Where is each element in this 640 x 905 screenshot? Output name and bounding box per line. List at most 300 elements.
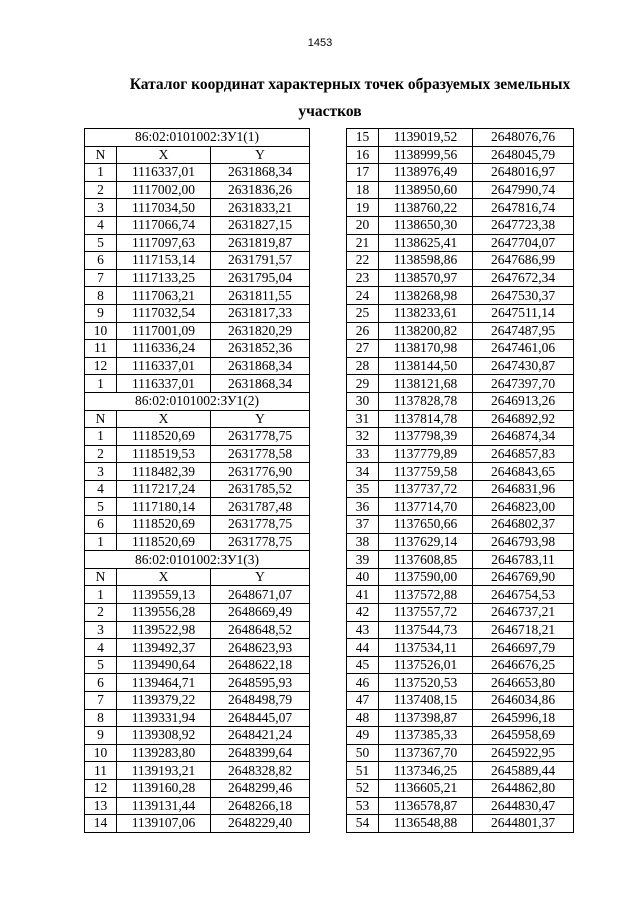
point-number-cell: 6	[85, 674, 117, 692]
point-number-cell: 39	[347, 551, 379, 569]
point-number-cell: 41	[347, 586, 379, 604]
x-coordinate-cell: 1138570,97	[379, 269, 473, 287]
x-coordinate-cell: 1138233,61	[379, 304, 473, 322]
y-coordinate-cell: 2646874,34	[473, 428, 574, 446]
y-coordinate-cell: 2646718,21	[473, 621, 574, 639]
x-coordinate-cell: 1117034,50	[117, 199, 211, 217]
table-row	[347, 568, 574, 586]
x-coordinate-cell: 1117001,09	[117, 322, 211, 340]
point-number-cell: 35	[347, 480, 379, 498]
table-row	[85, 304, 310, 322]
point-number-cell: 12	[85, 779, 117, 797]
table-row	[347, 252, 574, 270]
point-number-cell: 44	[347, 639, 379, 657]
column-header-cell: X	[117, 146, 211, 164]
y-coordinate-cell: 2644862,80	[473, 779, 574, 797]
x-coordinate-cell: 1139492,37	[117, 639, 211, 657]
point-number-cell: 46	[347, 674, 379, 692]
y-coordinate-cell: 2648421,24	[211, 727, 310, 745]
point-number-cell: 2	[85, 445, 117, 463]
y-coordinate-cell: 2645889,44	[473, 762, 574, 780]
point-number-cell: 10	[85, 744, 117, 762]
point-number-cell: 8	[85, 287, 117, 305]
point-number-cell: 27	[347, 340, 379, 358]
point-number-cell: 36	[347, 498, 379, 516]
table-row	[85, 269, 310, 287]
x-coordinate-cell: 1137714,70	[379, 498, 473, 516]
column-header-cell: Y	[211, 410, 310, 428]
x-coordinate-cell: 1137814,78	[379, 410, 473, 428]
y-coordinate-cell: 2631820,29	[211, 322, 310, 340]
table-row	[347, 340, 574, 358]
x-coordinate-cell: 1138760,22	[379, 199, 473, 217]
table-header-row	[85, 146, 310, 164]
parcel-section-row	[85, 129, 310, 147]
coordinates-table-right	[346, 128, 574, 833]
table-row	[347, 304, 574, 322]
table-row	[85, 604, 310, 622]
table-row	[85, 287, 310, 305]
table-row	[85, 445, 310, 463]
x-coordinate-cell: 1138144,50	[379, 357, 473, 375]
table-row	[347, 181, 574, 199]
point-number-cell: 12	[85, 357, 117, 375]
point-number-cell: 24	[347, 287, 379, 305]
y-coordinate-cell: 2648669,49	[211, 604, 310, 622]
point-number-cell: 1	[85, 164, 117, 182]
y-coordinate-cell: 2631778,75	[211, 516, 310, 534]
table-header-row	[85, 410, 310, 428]
y-coordinate-cell: 2647686,99	[473, 252, 574, 270]
y-coordinate-cell: 2648623,93	[211, 639, 310, 657]
table-row	[347, 146, 574, 164]
x-coordinate-cell: 1137629,14	[379, 533, 473, 551]
y-coordinate-cell: 2631836,26	[211, 181, 310, 199]
point-number-cell: 47	[347, 692, 379, 710]
point-number-cell: 32	[347, 428, 379, 446]
table-row	[347, 234, 574, 252]
y-coordinate-cell: 2648016,97	[473, 164, 574, 182]
parcel-id-cell: 86:02:0101002:ЗУ1(3)	[85, 551, 310, 569]
point-number-cell: 11	[85, 340, 117, 358]
table-row	[85, 639, 310, 657]
point-number-cell: 5	[85, 498, 117, 516]
x-coordinate-cell: 1118519,53	[117, 445, 211, 463]
table-row	[85, 463, 310, 481]
y-coordinate-cell: 2646843,65	[473, 463, 574, 481]
table-row	[85, 480, 310, 498]
table-row	[347, 639, 574, 657]
point-number-cell: 3	[85, 621, 117, 639]
point-number-cell: 9	[85, 727, 117, 745]
table-row	[347, 674, 574, 692]
point-number-cell: 21	[347, 234, 379, 252]
point-number-cell: 6	[85, 252, 117, 270]
y-coordinate-cell: 2648498,79	[211, 692, 310, 710]
y-coordinate-cell: 2631787,48	[211, 498, 310, 516]
point-number-cell: 43	[347, 621, 379, 639]
table-row	[85, 234, 310, 252]
table-row	[85, 586, 310, 604]
table-row	[347, 656, 574, 674]
y-coordinate-cell: 2646737,21	[473, 604, 574, 622]
x-coordinate-cell: 1139193,21	[117, 762, 211, 780]
point-number-cell: 13	[85, 797, 117, 815]
y-coordinate-cell: 2631778,58	[211, 445, 310, 463]
y-coordinate-cell: 2631833,21	[211, 199, 310, 217]
y-coordinate-cell: 2646697,79	[473, 639, 574, 657]
table-row	[347, 269, 574, 287]
table-row	[85, 656, 310, 674]
table-row	[85, 516, 310, 534]
point-number-cell: 16	[347, 146, 379, 164]
x-coordinate-cell: 1138598,86	[379, 252, 473, 270]
x-coordinate-cell: 1138200,82	[379, 322, 473, 340]
x-coordinate-cell: 1137828,78	[379, 392, 473, 410]
y-coordinate-cell: 2648595,93	[211, 674, 310, 692]
point-number-cell: 22	[347, 252, 379, 270]
coordinates-table-left	[84, 128, 310, 833]
y-coordinate-cell: 2647397,70	[473, 375, 574, 393]
x-coordinate-cell: 1139556,28	[117, 604, 211, 622]
x-coordinate-cell: 1117002,00	[117, 181, 211, 199]
y-coordinate-cell: 2646034,86	[473, 692, 574, 710]
point-number-cell: 3	[85, 199, 117, 217]
y-coordinate-cell: 2648076,76	[473, 129, 574, 147]
x-coordinate-cell: 1139464,71	[117, 674, 211, 692]
x-coordinate-cell: 1137557,72	[379, 604, 473, 622]
y-coordinate-cell: 2648299,46	[211, 779, 310, 797]
x-coordinate-cell: 1117097,63	[117, 234, 211, 252]
y-coordinate-cell: 2647461,06	[473, 340, 574, 358]
table-row	[85, 428, 310, 446]
x-coordinate-cell: 1137759,58	[379, 463, 473, 481]
point-number-cell: 25	[347, 304, 379, 322]
y-coordinate-cell: 2631791,57	[211, 252, 310, 270]
point-number-cell: 34	[347, 463, 379, 481]
point-number-cell: 52	[347, 779, 379, 797]
point-number-cell: 1	[85, 533, 117, 551]
parcel-id-cell: 86:02:0101002:ЗУ1(1)	[85, 129, 310, 147]
point-number-cell: 4	[85, 480, 117, 498]
y-coordinate-cell: 2647530,37	[473, 287, 574, 305]
column-header-cell: N	[85, 410, 117, 428]
y-coordinate-cell: 2648328,82	[211, 762, 310, 780]
y-coordinate-cell: 2648045,79	[473, 146, 574, 164]
y-coordinate-cell: 2648399,64	[211, 744, 310, 762]
x-coordinate-cell: 1139522,98	[117, 621, 211, 639]
table-row	[347, 445, 574, 463]
x-coordinate-cell: 1117217,24	[117, 480, 211, 498]
table-row	[347, 480, 574, 498]
table-row	[85, 533, 310, 551]
table-row	[347, 216, 574, 234]
y-coordinate-cell: 2644801,37	[473, 815, 574, 833]
x-coordinate-cell: 1138625,41	[379, 234, 473, 252]
x-coordinate-cell: 1117063,21	[117, 287, 211, 305]
point-number-cell: 30	[347, 392, 379, 410]
y-coordinate-cell: 2646913,26	[473, 392, 574, 410]
x-coordinate-cell: 1138950,60	[379, 181, 473, 199]
table-row	[347, 533, 574, 551]
table-row	[347, 357, 574, 375]
point-number-cell: 26	[347, 322, 379, 340]
x-coordinate-cell: 1139331,94	[117, 709, 211, 727]
page-title-line-1: Каталог координат характерных точек образуемых земельных	[129, 76, 571, 93]
table-row	[347, 516, 574, 534]
y-coordinate-cell: 2631811,55	[211, 287, 310, 305]
table-row	[347, 375, 574, 393]
table-row	[85, 164, 310, 182]
table-row	[85, 252, 310, 270]
y-coordinate-cell: 2631778,75	[211, 533, 310, 551]
point-number-cell: 40	[347, 568, 379, 586]
point-number-cell: 20	[347, 216, 379, 234]
point-number-cell: 1	[85, 375, 117, 393]
y-coordinate-cell: 2645922,95	[473, 744, 574, 762]
table-row	[347, 709, 574, 727]
table-row	[347, 392, 574, 410]
table-row	[85, 498, 310, 516]
point-number-cell: 3	[85, 463, 117, 481]
table-row	[85, 727, 310, 745]
point-number-cell: 23	[347, 269, 379, 287]
x-coordinate-cell: 1137608,85	[379, 551, 473, 569]
x-coordinate-cell: 1138999,56	[379, 146, 473, 164]
x-coordinate-cell: 1117066,74	[117, 216, 211, 234]
x-coordinate-cell: 1139559,13	[117, 586, 211, 604]
table-row	[85, 216, 310, 234]
x-coordinate-cell: 1136548,88	[379, 815, 473, 833]
table-row	[347, 797, 574, 815]
point-number-cell: 5	[85, 234, 117, 252]
point-number-cell: 48	[347, 709, 379, 727]
column-header-cell: Y	[211, 568, 310, 586]
parcel-id-cell: 86:02:0101002:ЗУ1(2)	[85, 392, 310, 410]
x-coordinate-cell: 1137534,11	[379, 639, 473, 657]
point-number-cell: 54	[347, 815, 379, 833]
x-coordinate-cell: 1139019,52	[379, 129, 473, 147]
point-number-cell: 1	[85, 586, 117, 604]
x-coordinate-cell: 1117180,14	[117, 498, 211, 516]
table-row	[85, 181, 310, 199]
x-coordinate-cell: 1137572,88	[379, 586, 473, 604]
point-number-cell: 14	[85, 815, 117, 833]
point-number-cell: 51	[347, 762, 379, 780]
y-coordinate-cell: 2631868,34	[211, 357, 310, 375]
y-coordinate-cell: 2647430,87	[473, 357, 574, 375]
x-coordinate-cell: 1137737,72	[379, 480, 473, 498]
y-coordinate-cell: 2631795,04	[211, 269, 310, 287]
point-number-cell: 45	[347, 656, 379, 674]
table-row	[85, 762, 310, 780]
point-number-cell: 42	[347, 604, 379, 622]
y-coordinate-cell: 2631776,90	[211, 463, 310, 481]
x-coordinate-cell: 1139379,22	[117, 692, 211, 710]
y-coordinate-cell: 2646653,80	[473, 674, 574, 692]
table-row	[85, 322, 310, 340]
point-number-cell: 7	[85, 269, 117, 287]
x-coordinate-cell: 1117032,54	[117, 304, 211, 322]
x-coordinate-cell: 1116337,01	[117, 375, 211, 393]
point-number-cell: 8	[85, 709, 117, 727]
y-coordinate-cell: 2631868,34	[211, 375, 310, 393]
column-header-cell: X	[117, 410, 211, 428]
column-header-cell: X	[117, 568, 211, 586]
column-header-cell: N	[85, 146, 117, 164]
x-coordinate-cell: 1137544,73	[379, 621, 473, 639]
table-row	[85, 340, 310, 358]
y-coordinate-cell: 2647487,95	[473, 322, 574, 340]
table-row	[347, 129, 574, 147]
x-coordinate-cell: 1139283,80	[117, 744, 211, 762]
y-coordinate-cell: 2646783,11	[473, 551, 574, 569]
table-row	[347, 199, 574, 217]
point-number-cell: 6	[85, 516, 117, 534]
y-coordinate-cell: 2645958,69	[473, 727, 574, 745]
table-row	[85, 375, 310, 393]
x-coordinate-cell: 1137650,66	[379, 516, 473, 534]
table-row	[85, 199, 310, 217]
x-coordinate-cell: 1117133,25	[117, 269, 211, 287]
table-row	[347, 551, 574, 569]
y-coordinate-cell: 2646793,98	[473, 533, 574, 551]
table-row	[347, 428, 574, 446]
x-coordinate-cell: 1139490,64	[117, 656, 211, 674]
y-coordinate-cell: 2644830,47	[473, 797, 574, 815]
x-coordinate-cell: 1136578,87	[379, 797, 473, 815]
y-coordinate-cell: 2647723,38	[473, 216, 574, 234]
column-header-cell: Y	[211, 146, 310, 164]
point-number-cell: 49	[347, 727, 379, 745]
point-number-cell: 7	[85, 692, 117, 710]
y-coordinate-cell: 2646857,83	[473, 445, 574, 463]
point-number-cell: 17	[347, 164, 379, 182]
parcel-section-row	[85, 551, 310, 569]
y-coordinate-cell: 2631868,34	[211, 164, 310, 182]
point-number-cell: 38	[347, 533, 379, 551]
x-coordinate-cell: 1137520,53	[379, 674, 473, 692]
point-number-cell: 29	[347, 375, 379, 393]
table-row	[85, 815, 310, 833]
point-number-cell: 5	[85, 656, 117, 674]
x-coordinate-cell: 1137398,87	[379, 709, 473, 727]
y-coordinate-cell: 2646823,00	[473, 498, 574, 516]
x-coordinate-cell: 1116337,01	[117, 357, 211, 375]
y-coordinate-cell: 2648266,18	[211, 797, 310, 815]
point-number-cell: 33	[347, 445, 379, 463]
point-number-cell: 11	[85, 762, 117, 780]
point-number-cell: 1	[85, 428, 117, 446]
point-number-cell: 15	[347, 129, 379, 147]
point-number-cell: 19	[347, 199, 379, 217]
y-coordinate-cell: 2648229,40	[211, 815, 310, 833]
y-coordinate-cell: 2647816,74	[473, 199, 574, 217]
column-header-cell: N	[85, 568, 117, 586]
y-coordinate-cell: 2647511,14	[473, 304, 574, 322]
point-number-cell: 53	[347, 797, 379, 815]
table-row	[347, 287, 574, 305]
table-row	[347, 727, 574, 745]
point-number-cell: 37	[347, 516, 379, 534]
table-row	[347, 779, 574, 797]
table-row	[347, 621, 574, 639]
table-row	[347, 692, 574, 710]
table-row	[347, 463, 574, 481]
table-row	[347, 164, 574, 182]
table-row	[347, 410, 574, 428]
x-coordinate-cell: 1118482,39	[117, 463, 211, 481]
point-number-cell: 10	[85, 322, 117, 340]
table-row	[85, 797, 310, 815]
point-number-cell: 2	[85, 604, 117, 622]
x-coordinate-cell: 1139107,06	[117, 815, 211, 833]
y-coordinate-cell: 2631819,87	[211, 234, 310, 252]
point-number-cell: 31	[347, 410, 379, 428]
point-number-cell: 4	[85, 216, 117, 234]
table-row	[85, 744, 310, 762]
x-coordinate-cell: 1116336,24	[117, 340, 211, 358]
x-coordinate-cell: 1118520,69	[117, 533, 211, 551]
point-number-cell: 4	[85, 639, 117, 657]
y-coordinate-cell: 2647672,34	[473, 269, 574, 287]
x-coordinate-cell: 1138976,49	[379, 164, 473, 182]
x-coordinate-cell: 1138170,98	[379, 340, 473, 358]
x-coordinate-cell: 1137367,70	[379, 744, 473, 762]
point-number-cell: 18	[347, 181, 379, 199]
x-coordinate-cell: 1117153,14	[117, 252, 211, 270]
point-number-cell: 9	[85, 304, 117, 322]
y-coordinate-cell: 2647704,07	[473, 234, 574, 252]
table-row	[347, 744, 574, 762]
y-coordinate-cell: 2648622,18	[211, 656, 310, 674]
y-coordinate-cell: 2646676,25	[473, 656, 574, 674]
y-coordinate-cell: 2646802,37	[473, 516, 574, 534]
x-coordinate-cell: 1138121,68	[379, 375, 473, 393]
y-coordinate-cell: 2631852,36	[211, 340, 310, 358]
table-row	[85, 357, 310, 375]
x-coordinate-cell: 1137526,01	[379, 656, 473, 674]
x-coordinate-cell: 1137346,25	[379, 762, 473, 780]
x-coordinate-cell: 1139131,44	[117, 797, 211, 815]
x-coordinate-cell: 1137779,89	[379, 445, 473, 463]
table-row	[85, 621, 310, 639]
y-coordinate-cell: 2631778,75	[211, 428, 310, 446]
table-row	[347, 498, 574, 516]
point-number-cell: 50	[347, 744, 379, 762]
table-row	[347, 586, 574, 604]
y-coordinate-cell: 2645996,18	[473, 709, 574, 727]
y-coordinate-cell: 2646892,92	[473, 410, 574, 428]
x-coordinate-cell: 1118520,69	[117, 516, 211, 534]
point-number-cell: 2	[85, 181, 117, 199]
x-coordinate-cell: 1116337,01	[117, 164, 211, 182]
x-coordinate-cell: 1138268,98	[379, 287, 473, 305]
x-coordinate-cell: 1137408,15	[379, 692, 473, 710]
x-coordinate-cell: 1136605,21	[379, 779, 473, 797]
parcel-section-row	[85, 392, 310, 410]
table-row	[347, 815, 574, 833]
y-coordinate-cell: 2648648,52	[211, 621, 310, 639]
table-row	[85, 692, 310, 710]
y-coordinate-cell: 2646831,96	[473, 480, 574, 498]
x-coordinate-cell: 1137798,39	[379, 428, 473, 446]
x-coordinate-cell: 1138650,30	[379, 216, 473, 234]
table-row	[347, 762, 574, 780]
table-row	[347, 322, 574, 340]
y-coordinate-cell: 2631817,33	[211, 304, 310, 322]
page-number: 1453	[307, 37, 333, 49]
